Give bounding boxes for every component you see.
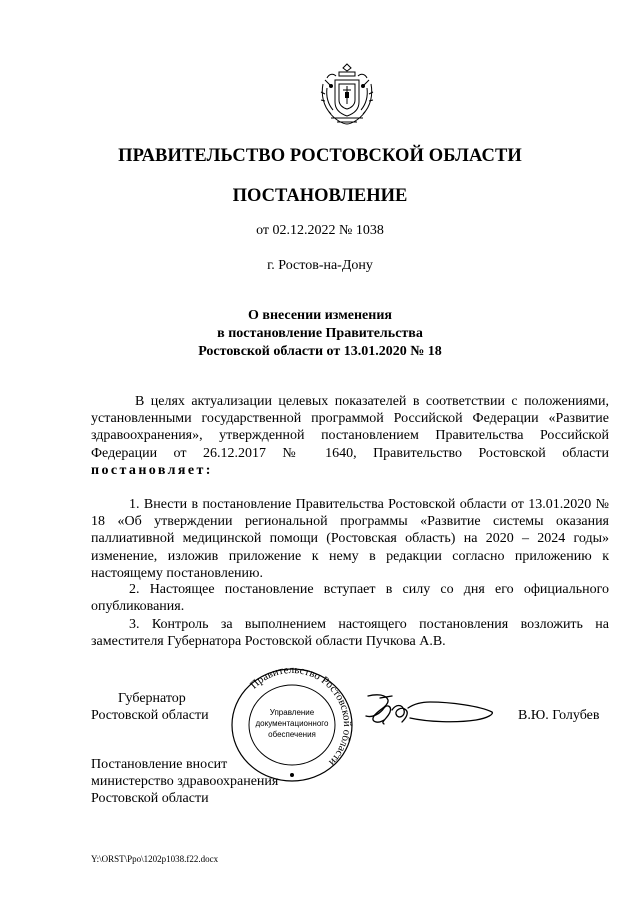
decree-item-text: 2. Настоящее постановление вступает в силу со дня его официального опубликования. <box>91 582 609 615</box>
initiator-line2: министерство здравоохранения <box>91 774 279 789</box>
file-path-footer: Y:\ORST\Ppo\1202p1038.f22.docx <box>91 854 219 864</box>
decree-subject <box>0 307 640 361</box>
decrees-word: постановляет: <box>91 462 213 478</box>
initiator-line1: Постановление вносит <box>91 757 228 772</box>
signatory-position-line1: Губернатор <box>118 691 186 706</box>
preamble-paragraph <box>91 393 609 479</box>
decree-item-2 <box>91 581 609 615</box>
initiator-line3: Ростовской области <box>91 791 209 806</box>
subject-line: О внесении изменения <box>248 308 392 323</box>
decree-item-text: 1. Внести в постановление Правительства Ростовской области от 13.01.2020 № 18 «Об утверждении региональной программы «Развитие системы оказания паллиативной медицинской помощи (Ростовская область) на 2020 – 2024 годы» изменение, изложив приложение к нему в редакции согласно приложению к настоящему постановлению. <box>91 497 609 581</box>
stamp-ring-text: Правительство Ростовской области <box>247 665 354 769</box>
subject-line: в постановление Правительства <box>217 326 423 341</box>
stamp-inner-line: Управление <box>269 708 315 717</box>
subject-line: Ростовской области от 13.01.2020 № 18 <box>198 344 442 359</box>
signatory-name: В.Ю. Голубев <box>518 708 600 723</box>
decree-city: г. Ростов-на-Дону <box>267 258 373 273</box>
government-title: ПРАВИТЕЛЬСТВО РОСТОВСКОЙ ОБЛАСТИ <box>118 146 522 166</box>
decree-item-text: 3. Контроль за выполнением настоящего постановления возложить на заместителя Губернатора Ростовской области Пучкова А.В. <box>91 617 609 650</box>
signatory-position-line2: Ростовской области <box>91 708 209 723</box>
coat-of-arms-emblem <box>317 62 377 128</box>
preamble-text: В целях актуализации целевых показателей в соответствии с положениями, установленными государственной программой Российской Федерации «Развитие здравоохранения», утвержденной постановлением Правительства Российской Федерации от 26.12.2017 № 1640, Правительство Ростовской области <box>91 394 609 461</box>
document-type-title: ПОСТАНОВЛЕНИЕ <box>232 186 408 206</box>
decree-item-3 <box>91 616 609 650</box>
stamp-inner-line: обеспечения <box>268 730 316 739</box>
decree-date-number: от 02.12.2022 № 1038 <box>256 223 384 238</box>
decree-item-1 <box>91 496 609 582</box>
official-stamp <box>228 665 356 785</box>
stamp-inner-line: документационного <box>255 719 329 728</box>
handwritten-signature <box>362 692 497 730</box>
